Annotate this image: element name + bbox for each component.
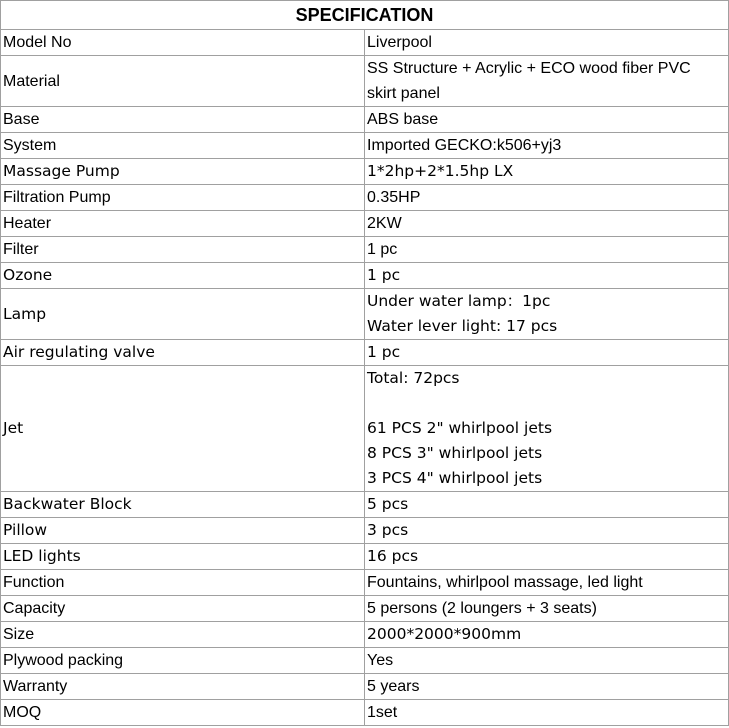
spec-label: System xyxy=(1,133,365,159)
spec-label: Jet xyxy=(1,366,365,492)
spec-label: MOQ xyxy=(1,700,365,726)
table-row xyxy=(1,237,729,263)
table-row xyxy=(1,366,729,492)
spec-label: Plywood packing xyxy=(1,648,365,674)
spec-value-line: 0.35HP xyxy=(367,189,421,206)
spec-label: Warranty xyxy=(1,674,365,700)
spec-value-line: 1set xyxy=(367,704,398,721)
spec-value-line: Total: 72pcs xyxy=(367,369,460,387)
spec-label: Size xyxy=(1,622,365,648)
table-row xyxy=(1,340,729,366)
spec-label: Pillow xyxy=(1,518,365,544)
spec-value xyxy=(365,237,729,263)
table-row xyxy=(1,211,729,237)
spec-value-line: skirt panel xyxy=(367,85,440,102)
spec-value xyxy=(365,518,729,544)
spec-value xyxy=(365,596,729,622)
table-row xyxy=(1,185,729,211)
spec-value-line: Under water lamp：1pc xyxy=(367,292,551,310)
spec-value-line: 1*2hp+2*1.5hp LX xyxy=(367,162,514,180)
spec-value xyxy=(365,366,729,492)
spec-value xyxy=(365,263,729,289)
table-row xyxy=(1,648,729,674)
spec-value-line: 2000*2000*900mm xyxy=(367,625,522,643)
spec-label: Heater xyxy=(1,211,365,237)
table-header-row xyxy=(1,1,729,30)
spec-value xyxy=(365,211,729,237)
spec-value xyxy=(365,700,729,726)
table-row xyxy=(1,56,729,107)
spec-value-line: 5 persons (2 loungers + 3 seats) xyxy=(367,600,597,617)
spec-value xyxy=(365,544,729,570)
spec-label: Filtration Pump xyxy=(1,185,365,211)
spec-value-line: Liverpool xyxy=(367,34,432,51)
spec-value xyxy=(365,56,729,107)
spec-label: LED lights xyxy=(1,544,365,570)
spec-value xyxy=(365,107,729,133)
table-row xyxy=(1,289,729,340)
table-body xyxy=(1,30,729,726)
table-row xyxy=(1,518,729,544)
spec-value xyxy=(365,622,729,648)
table-title: SPECIFICATION xyxy=(1,1,729,30)
table-row xyxy=(1,159,729,185)
spec-value-line: 1 pc xyxy=(367,266,401,284)
spec-value-line: ABS base xyxy=(367,111,439,128)
spec-value xyxy=(365,648,729,674)
table-row xyxy=(1,30,729,56)
table-row xyxy=(1,570,729,596)
spec-value-line: Water lever light: 17 pcs xyxy=(367,317,558,335)
spec-value xyxy=(365,133,729,159)
table-row xyxy=(1,263,729,289)
spec-value-line: 5 years xyxy=(367,678,420,695)
table-row xyxy=(1,544,729,570)
spec-label: Function xyxy=(1,570,365,596)
spec-value xyxy=(365,570,729,596)
spec-label: Ozone xyxy=(1,263,365,289)
spec-value-line: 1 pc xyxy=(367,241,398,258)
table-row xyxy=(1,700,729,726)
spec-value-line: 5 pcs xyxy=(367,495,409,513)
spec-label: Lamp xyxy=(1,289,365,340)
spec-value xyxy=(365,185,729,211)
spec-label: Capacity xyxy=(1,596,365,622)
spec-value-line: Imported GECKO:k506+yj3 xyxy=(367,137,562,154)
table-row xyxy=(1,492,729,518)
spec-value-line: 8 PCS 3" whirlpool jets xyxy=(367,444,543,462)
spec-value xyxy=(365,340,729,366)
spec-label: Model No xyxy=(1,30,365,56)
spec-value-line: 3 pcs xyxy=(367,521,409,539)
spec-label: Material xyxy=(1,56,365,107)
table-row xyxy=(1,674,729,700)
table-row xyxy=(1,622,729,648)
spec-value-line: 16 pcs xyxy=(367,547,419,565)
spec-value-line: 61 PCS 2" whirlpool jets xyxy=(367,419,553,437)
spec-value xyxy=(365,159,729,185)
spec-value-line: Yes xyxy=(367,652,394,669)
spec-value xyxy=(365,289,729,340)
spec-value xyxy=(365,30,729,56)
spec-value-line: 2KW xyxy=(367,215,402,232)
spec-value-line: 1 pc xyxy=(367,343,401,361)
spec-value-line: SS Structure + Acrylic + ECO wood fiber PVC xyxy=(367,60,691,77)
spec-label: Massage Pump xyxy=(1,159,365,185)
table-row xyxy=(1,107,729,133)
spec-label: Filter xyxy=(1,237,365,263)
spec-value-spacer xyxy=(367,391,726,416)
spec-value xyxy=(365,674,729,700)
spec-value-line: Fountains, whirlpool massage, led light xyxy=(367,574,643,591)
spec-label: Air regulating valve xyxy=(1,340,365,366)
spec-value-line: 3 PCS 4" whirlpool jets xyxy=(367,469,543,487)
table-row xyxy=(1,133,729,159)
table-row xyxy=(1,596,729,622)
spec-label: Backwater Block xyxy=(1,492,365,518)
spec-label: Base xyxy=(1,107,365,133)
spec-value xyxy=(365,492,729,518)
